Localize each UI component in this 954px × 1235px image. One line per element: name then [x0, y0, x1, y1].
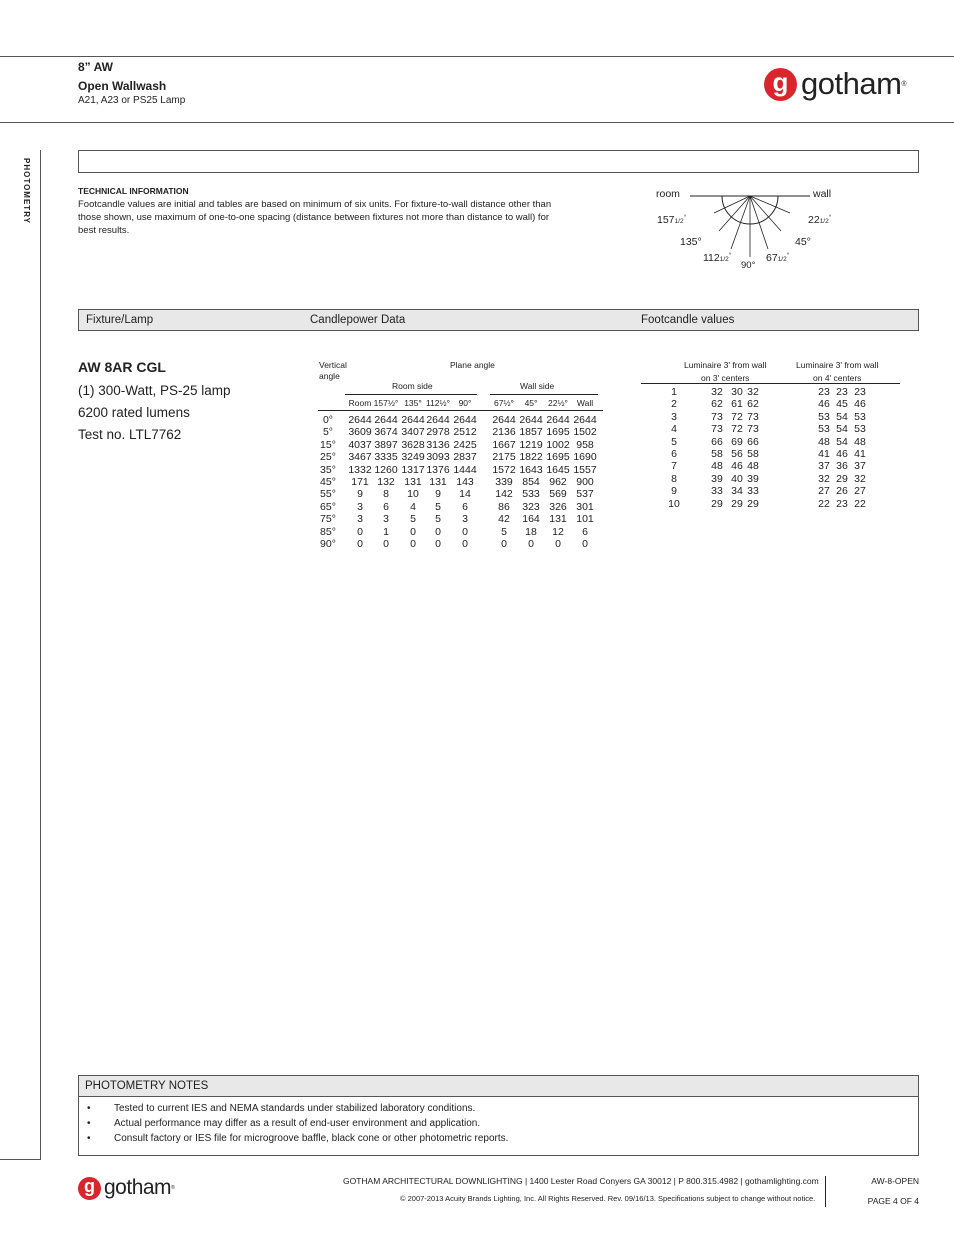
cp-plane-angle: Plane angle	[450, 360, 495, 370]
cp-cell: 9	[357, 488, 363, 501]
page-subtitle: Open Wallwash	[78, 79, 167, 93]
technical-heading: TECHNICAL INFORMATION	[78, 186, 189, 196]
gotham-logo-word: gotham	[801, 66, 902, 101]
footer-address: GOTHAM ARCHITECTURAL DOWNLIGHTING | 1400 Lester Road Conyers GA 30012 | P 800.315.4982 | gothamlighting.com	[343, 1176, 819, 1186]
cp-cell: 2644	[519, 414, 543, 426]
section-side-label: PHOTOMETRY	[22, 158, 31, 225]
fc-cell: 54	[836, 423, 848, 436]
cp-cell: 6	[582, 525, 588, 538]
fc-cell: 39	[747, 472, 759, 485]
cp-cell: 2175	[492, 451, 516, 464]
cp-cell: 2512	[453, 426, 477, 439]
fc-cell: 46	[854, 398, 866, 411]
fc-cell: 37	[818, 460, 830, 473]
cp-row-angle: 0°	[322, 414, 334, 426]
cp-cell: 537	[576, 488, 594, 501]
cp-cell: 164	[522, 513, 540, 526]
cp-cell: 1822	[519, 451, 543, 464]
cp-cell: 958	[576, 438, 594, 451]
cp-cell: 301	[576, 500, 594, 513]
cp-cell: 2136	[492, 426, 516, 439]
cp-cell: 2425	[453, 438, 477, 451]
fc-cell: 48	[818, 435, 830, 448]
bar-candlepower: Candlepower Data	[310, 314, 406, 326]
diagram-label-67: 671/2°	[766, 252, 790, 264]
fc-cell: 29	[731, 497, 743, 510]
fc-cell: 23	[818, 386, 830, 398]
cp-cell: 2644	[573, 414, 597, 426]
cp-cell: 5	[501, 525, 507, 538]
footer-copyright: © 2007-2013 Acuity Brands Lighting, Inc. All Rights Reserved. Rev. 09/16/13. Specifications subject to change without notice.	[400, 1194, 816, 1203]
diagram-label-45: 45°	[795, 236, 811, 248]
photometry-notes-list: • Tested to current IES and NEMA standards under stabilized laboratory conditions. • Actual performance may differ as a result of end-user environment and application. • Consult factory or IES file for microgroove baffle, black cone or other photometric reports.	[78, 1097, 919, 1156]
cp-cell: 3	[357, 513, 363, 526]
cp-row-angle: 15°	[320, 438, 336, 451]
fc-cell: 53	[854, 423, 866, 436]
fc-cell: 23	[854, 386, 866, 398]
fc-row-distance: 10	[668, 497, 680, 510]
cp-header-rule	[318, 410, 603, 411]
fc-cell: 22	[818, 497, 830, 510]
cp-cell: 1645	[546, 463, 570, 476]
fc-cell: 22	[854, 497, 866, 510]
fc-cell: 53	[818, 410, 830, 423]
cp-row-angle: 35°	[320, 463, 336, 476]
fc-group2-line2: on 4' centers	[813, 373, 862, 383]
bar-fixture-lamp: Fixture/Lamp	[86, 314, 154, 326]
footer-gotham-logo	[78, 1176, 175, 1200]
cp-cell: 5	[435, 500, 441, 513]
fc-cell: 32	[818, 472, 830, 485]
fc-cell: 29	[711, 497, 723, 510]
footer-doc-code: AW-8-OPEN	[871, 1176, 919, 1186]
diagram-label-135: 135°	[680, 236, 702, 248]
cp-row-angle: 45°	[320, 476, 336, 488]
empty-title-box	[78, 150, 919, 173]
fixture-model: AW 8AR CGL	[78, 359, 166, 375]
fc-row-distance: 8	[671, 472, 677, 485]
cp-cell: 1690	[573, 451, 597, 464]
cp-cell: 0	[357, 525, 363, 538]
bullet-icon: •	[87, 1118, 91, 1129]
fc-cell: 27	[854, 485, 866, 498]
cp-cell: 5	[435, 513, 441, 526]
cp-cell: 2644	[401, 414, 425, 426]
header-rule	[0, 122, 954, 123]
fc-cell: 48	[854, 435, 866, 448]
fc-cell: 33	[747, 485, 759, 498]
fc-cell: 54	[836, 435, 848, 448]
fc-cell: 73	[747, 423, 759, 436]
side-rule	[40, 150, 41, 1160]
fc-cell: 39	[711, 472, 723, 485]
fc-cell: 72	[731, 423, 743, 436]
fc-cell: 37	[854, 460, 866, 473]
cp-cell: 3628	[401, 438, 425, 451]
cp-cell: 6	[383, 500, 389, 513]
cp-cell: 3897	[374, 438, 398, 451]
bullet-icon: •	[87, 1133, 91, 1144]
photometry-notes-bar	[78, 1075, 919, 1097]
fc-cell: 53	[818, 423, 830, 436]
cp-cell: 2837	[453, 451, 477, 464]
cp-cell: 3674	[374, 426, 398, 439]
cp-cell: 3	[383, 513, 389, 526]
fc-cell: 72	[731, 410, 743, 423]
cp-cell: 2644	[492, 414, 516, 426]
cp-cell: 3407	[401, 426, 425, 439]
cp-cell: 101	[576, 513, 594, 526]
cp-cell: 1502	[573, 426, 597, 439]
cp-cell: 1002	[546, 438, 570, 451]
cp-cell: 142	[495, 488, 513, 501]
cp-cell: 2644	[374, 414, 398, 426]
cp-cell: 323	[522, 500, 540, 513]
cp-row-angle: 25°	[320, 451, 336, 464]
cp-cell: 854	[522, 476, 540, 488]
cp-wall-col-header: 67½°	[494, 398, 514, 408]
fixture-spec-line: Test no. LTL7762	[78, 427, 182, 442]
cp-cell: 0	[582, 538, 588, 550]
fc-cell: 58	[711, 448, 723, 460]
cp-cell: 0	[410, 525, 416, 538]
diagram-label-22: 221/2°	[808, 214, 832, 226]
cp-cell: 900	[576, 476, 594, 488]
fc-cell: 53	[854, 410, 866, 423]
cp-wall-col-header: Wall	[576, 398, 594, 408]
cp-vertical-label: Vertical	[319, 360, 347, 370]
fc-cell: 26	[836, 485, 848, 498]
fc-cell: 54	[836, 410, 848, 423]
cp-room-col-header: 112½°	[425, 398, 451, 408]
cp-cell: 2644	[348, 414, 372, 426]
cp-cell: 131	[549, 513, 567, 526]
fc-group1-line1: Luminaire 3' from wall	[684, 360, 767, 370]
fc-cell: 32	[854, 472, 866, 485]
cp-room-side: Room side	[392, 381, 433, 391]
cp-vertical-label: angle	[319, 371, 340, 381]
diagram-label-90: 90°	[741, 260, 756, 271]
footer-page-number: PAGE 4 OF 4	[867, 1196, 919, 1206]
footer-divider	[825, 1176, 826, 1207]
cp-cell: 131	[429, 476, 447, 488]
cp-cell: 18	[525, 525, 537, 538]
cp-cell: 42	[498, 513, 510, 526]
fc-cell: 46	[818, 398, 830, 411]
fc-cell: 58	[747, 448, 759, 460]
cp-cell: 0	[528, 538, 534, 550]
data-section-bar	[78, 309, 919, 331]
cp-row-angle: 65°	[320, 500, 336, 513]
cp-wall-col-header: 45°	[524, 398, 538, 408]
fc-cell: 45	[836, 398, 848, 411]
gotham-logo-word: gotham	[104, 1176, 172, 1199]
cp-cell: 0	[410, 538, 416, 550]
cp-cell: 3	[462, 513, 468, 526]
cp-cell: 326	[549, 500, 567, 513]
registered-mark: ®	[171, 1185, 175, 1191]
fixture-spec-line: 6200 rated lumens	[78, 405, 190, 420]
cp-row-angle: 90°	[320, 538, 336, 550]
fc-row-distance: 4	[671, 423, 677, 436]
cp-cell: 14	[459, 488, 471, 501]
fc-cell: 32	[747, 386, 759, 398]
fc-cell: 34	[731, 485, 743, 498]
cp-cell: 10	[407, 488, 419, 501]
cp-cell: 2644	[426, 414, 450, 426]
fc-cell: 73	[747, 410, 759, 423]
cp-row-angle: 5°	[322, 426, 334, 439]
cp-cell: 2644	[546, 414, 570, 426]
cp-cell: 1219	[519, 438, 543, 451]
diagram-label-112: 1121/2°	[703, 252, 732, 264]
cp-cell: 533	[522, 488, 540, 501]
cp-row-angle: 55°	[320, 488, 336, 501]
cp-wall-rule	[490, 394, 598, 395]
cp-row-angle: 85°	[320, 525, 336, 538]
cp-cell: 0	[501, 538, 507, 550]
fc-cell: 48	[747, 460, 759, 473]
fc-cell: 33	[711, 485, 723, 498]
cp-cell: 131	[404, 476, 422, 488]
fc-cell: 27	[818, 485, 830, 498]
cp-cell: 143	[456, 476, 474, 488]
cp-room-col-header: 90°	[458, 398, 472, 408]
fc-cell: 46	[836, 448, 848, 460]
cp-cell: 1643	[519, 463, 543, 476]
fc-group2-line1: Luminaire 3' from wall	[796, 360, 879, 370]
cp-cell: 339	[495, 476, 513, 488]
cp-cell: 132	[377, 476, 395, 488]
cp-cell: 0	[435, 525, 441, 538]
footer-rule	[0, 1159, 40, 1160]
cp-cell: 6	[462, 500, 468, 513]
fixture-spec-line: (1) 300-Watt, PS-25 lamp	[78, 383, 231, 398]
bullet-icon: •	[87, 1103, 91, 1114]
cp-cell: 0	[383, 538, 389, 550]
fc-cell: 62	[747, 398, 759, 411]
cp-cell: 5	[410, 513, 416, 526]
cp-row-angle: 75°	[320, 513, 336, 526]
cp-cell: 1332	[348, 463, 372, 476]
diagram-label-157: 1571/2°	[657, 214, 687, 226]
cp-cell: 3249	[401, 451, 425, 464]
fc-cell: 23	[836, 386, 848, 398]
notes-heading: PHOTOMETRY NOTES	[85, 1080, 209, 1092]
fc-cell: 29	[836, 472, 848, 485]
cp-cell: 1260	[374, 463, 398, 476]
fc-cell: 66	[747, 435, 759, 448]
cp-cell: 0	[462, 538, 468, 550]
cp-cell: 4037	[348, 438, 372, 451]
cp-cell: 1317	[401, 463, 425, 476]
page-title: 8” AW	[78, 60, 113, 74]
cp-cell: 3609	[348, 426, 372, 439]
cp-wall-side: Wall side	[520, 381, 555, 391]
lamp-type: A21, A23 or PS25 Lamp	[78, 95, 186, 106]
fc-cell: 40	[731, 472, 743, 485]
cp-room-rule	[345, 394, 477, 395]
gotham-logo-mark-icon: g	[78, 1177, 101, 1200]
fc-row-distance: 7	[671, 460, 677, 473]
cp-cell: 86	[498, 500, 510, 513]
cp-cell: 3335	[374, 451, 398, 464]
cp-cell: 1557	[573, 463, 597, 476]
fc-cell: 32	[711, 386, 723, 398]
cp-cell: 2978	[426, 426, 450, 439]
fc-cell: 73	[711, 410, 723, 423]
fc-cell: 66	[711, 435, 723, 448]
cp-room-col-header: 135°	[404, 398, 422, 408]
diagram-wall-label: wall	[813, 188, 832, 200]
cp-cell: 9	[435, 488, 441, 501]
cp-cell: 1695	[546, 426, 570, 439]
cp-room-col-header: Room	[348, 398, 372, 408]
cp-cell: 0	[555, 538, 561, 550]
top-rule	[0, 56, 954, 57]
cp-cell: 569	[549, 488, 567, 501]
technical-body: Footcandle values are initial and tables are based on minimum of six units. For fixture-to-wall distance other than those shown, use maximum of one-to-one spacing (distance between fixtures not more than distance to wall) for best results.	[78, 199, 552, 236]
cp-cell: 1376	[426, 463, 450, 476]
fc-cell: 69	[731, 435, 743, 448]
fc-cell: 30	[731, 386, 743, 398]
fc-cell: 62	[711, 398, 723, 411]
cp-cell: 8	[383, 488, 389, 501]
cp-cell: 4	[410, 500, 416, 513]
bar-footcandle: Footcandle values	[641, 314, 735, 326]
cp-cell: 3136	[426, 438, 450, 451]
cp-cell: 1857	[519, 426, 543, 439]
fc-cell: 56	[731, 448, 743, 460]
fc-row-distance: 2	[671, 398, 677, 411]
fc-cell: 29	[747, 497, 759, 510]
diagram-room-label: room	[656, 188, 680, 200]
cp-cell: 3	[357, 500, 363, 513]
fc-cell: 61	[731, 398, 743, 411]
cp-cell: 962	[549, 476, 567, 488]
cp-cell: 1695	[546, 451, 570, 464]
fc-row-distance: 9	[671, 485, 677, 498]
cp-cell: 0	[435, 538, 441, 550]
fc-cell: 23	[836, 497, 848, 510]
fc-row-distance: 3	[671, 410, 677, 423]
fc-cell: 48	[711, 460, 723, 473]
fc-cell: 73	[711, 423, 723, 436]
cp-wall-col-header: 22½°	[548, 398, 568, 408]
fc-row-distance: 5	[671, 435, 677, 448]
cp-cell: 1572	[492, 463, 516, 476]
cp-cell: 0	[357, 538, 363, 550]
cp-cell: 1667	[492, 438, 516, 451]
fc-header-rule	[641, 383, 900, 384]
gotham-logo	[764, 66, 907, 102]
cp-cell: 3467	[348, 451, 372, 464]
cp-cell: 1444	[453, 463, 477, 476]
cp-cell: 3093	[426, 451, 450, 464]
cp-cell: 1	[383, 525, 389, 538]
fc-cell: 41	[854, 448, 866, 460]
cp-cell: 0	[462, 525, 468, 538]
fc-cell: 41	[818, 448, 830, 460]
fc-cell: 46	[731, 460, 743, 473]
registered-mark: ®	[901, 80, 907, 88]
cp-cell: 2644	[453, 414, 477, 426]
cp-cell: 171	[351, 476, 369, 488]
cp-room-col-header: 157½°	[373, 398, 399, 408]
fc-row-distance: 6	[671, 448, 677, 460]
gotham-logo-mark-icon: g	[764, 68, 797, 101]
fc-row-distance: 1	[671, 386, 677, 398]
fc-cell: 36	[836, 460, 848, 473]
fc-group1-line2: on 3' centers	[701, 373, 750, 383]
cp-cell: 12	[552, 525, 564, 538]
